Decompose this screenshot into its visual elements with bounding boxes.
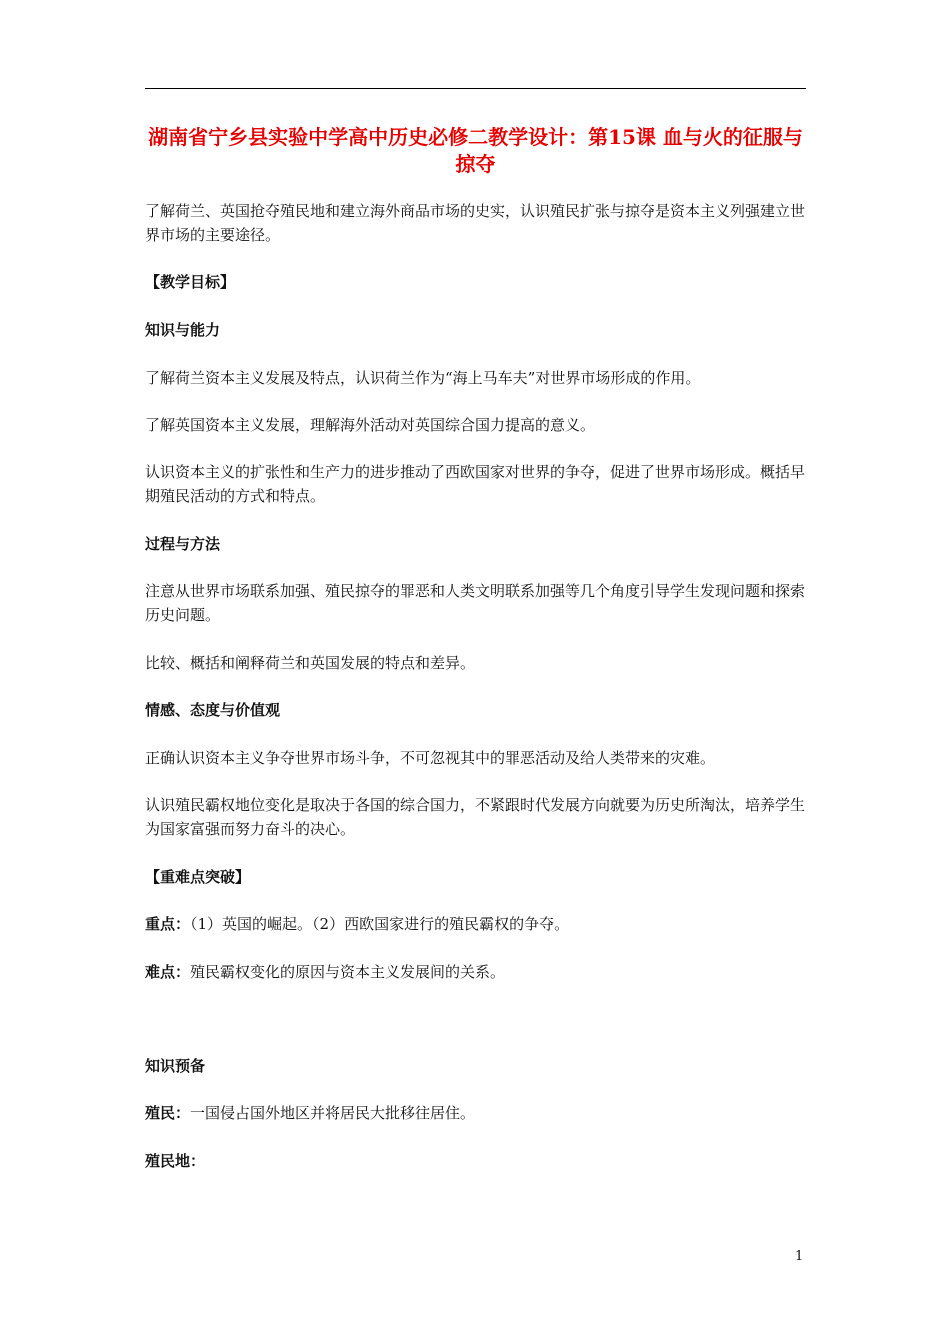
key-point-text: （1）英国的崛起。（2）西欧国家进行的殖民霸权的争夺。 bbox=[190, 915, 570, 933]
knowledge-item-2: 了解英国资本主义发展，理解海外活动对英国综合国力提高的意义。 bbox=[145, 416, 596, 434]
colony-text: 一国侵占国外地区并将居民大批移往居住。 bbox=[190, 1104, 476, 1122]
colony-label: 殖民： bbox=[145, 1104, 191, 1122]
page-number: 1 bbox=[795, 1249, 804, 1264]
subheading-knowledge: 知识与能力 bbox=[145, 321, 221, 339]
emotion-item-2: 认识殖民霸权地位变化是取决于各国的综合国力，不紧跟时代发展方向就要为历史所淘汰，培养学生为国家富强而努力奋斗的决心。 bbox=[145, 796, 806, 838]
subheading-process: 过程与方法 bbox=[145, 535, 221, 553]
difficulty-label: 难点： bbox=[145, 963, 191, 981]
process-item-1: 注意从世界市场联系加强、殖民掠夺的罪恶和人类文明联系加强等几个角度引导学生发现问题和探索历史问题。 bbox=[145, 582, 806, 624]
document-title: 湖南省宁乡县实验中学高中历史必修二教学设计：第15课 血与火的征服与掠夺 bbox=[148, 125, 803, 176]
key-point-label: 重点： bbox=[145, 915, 191, 933]
intro-paragraph: 了解荷兰、英国抢夺殖民地和建立海外商品市场的史实，认识殖民扩张与掠夺是资本主义列强建立世界市场的主要途径。 bbox=[145, 202, 806, 244]
subheading-emotion: 情感、态度与价值观 bbox=[145, 701, 281, 719]
knowledge-item-1: 了解荷兰资本主义发展及特点，认识荷兰作为“海上马车夫”对世界市场形成的作用。 bbox=[145, 369, 701, 387]
emotion-item-1: 正确认识资本主义争夺世界市场斗争，不可忽视其中的罪恶活动及给人类带来的灾难。 bbox=[145, 749, 716, 767]
header-rule bbox=[145, 88, 806, 89]
subheading-preparation: 知识预备 bbox=[145, 1057, 206, 1075]
difficulty-line bbox=[145, 960, 806, 984]
section-heading-goals: 【教学目标】 bbox=[145, 273, 236, 291]
section-heading-key-points: 【重难点突破】 bbox=[145, 868, 251, 886]
difficulty-text: 殖民霸权变化的原因与资本主义发展间的关系。 bbox=[190, 963, 506, 981]
colony-definition-line bbox=[145, 1101, 806, 1125]
knowledge-item-3: 认识资本主义的扩张性和生产力的进步推动了西欧国家对世界的争夺，促进了世界市场形成。概括早期殖民活动的方式和特点。 bbox=[145, 463, 806, 505]
key-point-line bbox=[145, 912, 806, 936]
colonial-land-label: 殖民地： bbox=[145, 1152, 206, 1170]
process-item-2: 比较、概括和阐释荷兰和英国发展的特点和差异。 bbox=[145, 654, 476, 672]
